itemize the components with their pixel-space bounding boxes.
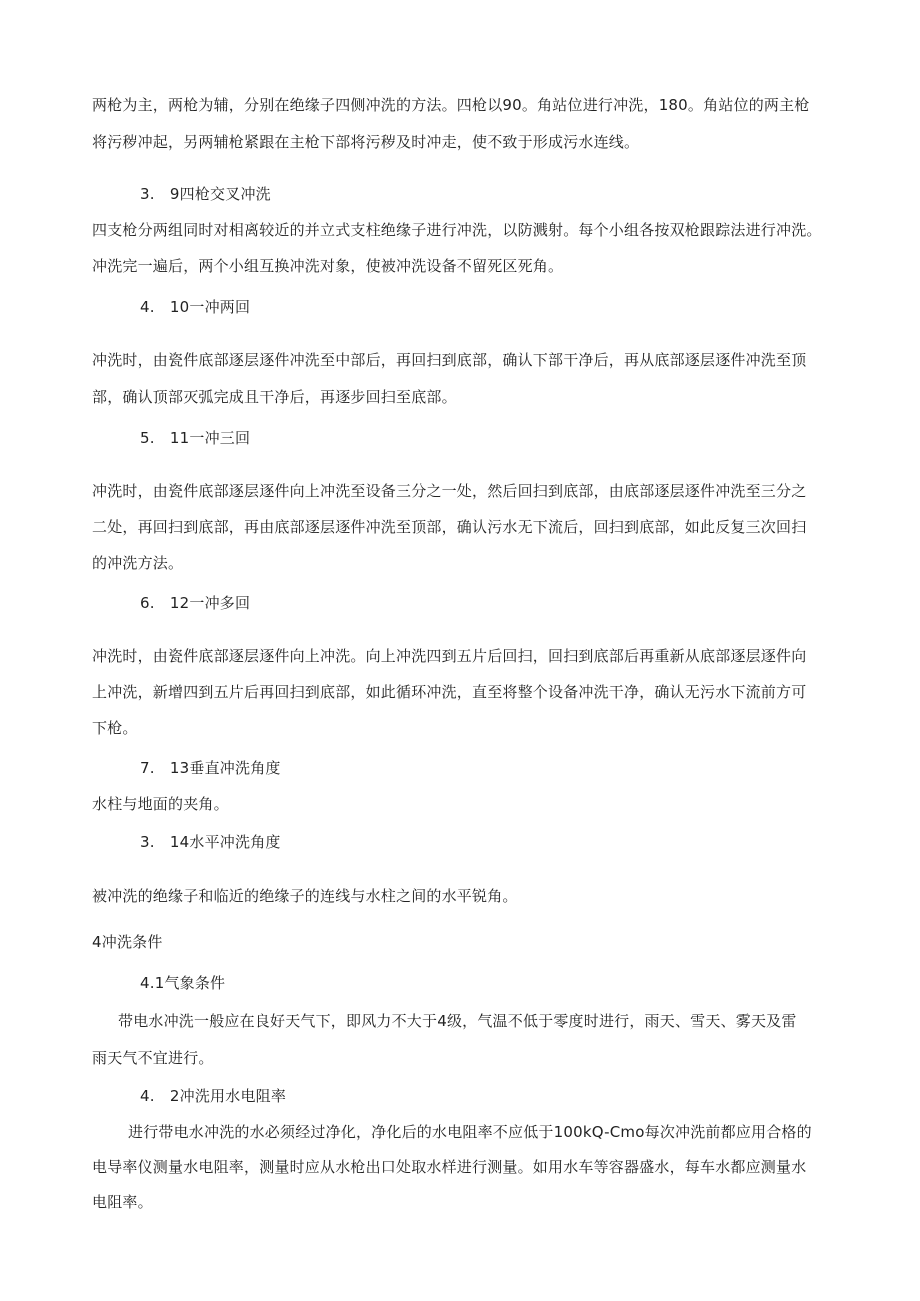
paragraph-line: 被冲洗的绝缘子和临近的绝缘子的连线与水柱之间的水平锐角。 xyxy=(92,887,518,905)
paragraph-line: 上冲洗，新增四到五片后再回扫到底部，如此循环冲洗，直至将整个设备冲洗干净，确认无污水下流前方可 xyxy=(92,683,807,701)
paragraph-line: 二处，再回扫到底部，再由底部逐层逐件冲洗至顶部，确认污水无下流后，回扫到底部，如此反复三次回扫 xyxy=(92,518,807,536)
paragraph-line: 进行带电水冲洗的水必须经过净化，净化后的水电阻率不应低于100kQ-Cmo每次冲洗前都应用合格的 xyxy=(128,1123,812,1141)
paragraph-line: 冲洗时，由瓷件底部逐层逐件向上冲洗至设备三分之一处，然后回扫到底部，由底部逐层逐件冲洗至三分之 xyxy=(92,482,807,500)
section-heading-4-1: 4.1气象条件 xyxy=(140,974,226,992)
paragraph-line: 水柱与地面的夹角。 xyxy=(92,795,229,813)
paragraph-line: 将污秽冲起，另两辅枪紧跟在主枪下部将污秽及时冲走，使不致于形成污水连线。 xyxy=(92,133,640,151)
paragraph-line: 冲洗完一遍后，两个小组互换冲洗对象，使被冲洗设备不留死区死角。 xyxy=(92,257,564,275)
paragraph-line: 四支枪分两组同时对相离较近的并立式支柱绝缘子进行冲洗，以防溅射。每个小组各按双枪跟踪法进行冲洗。 xyxy=(92,221,822,239)
paragraph-line: 冲洗时，由瓷件底部逐层逐件向上冲洗。向上冲洗四到五片后回扫，回扫到底部后再重新从底部逐层逐件向 xyxy=(92,647,807,665)
section-heading-3-9: 3. 9四枪交叉冲洗 xyxy=(140,185,271,203)
section-heading-5-11: 5. 11一冲三回 xyxy=(140,429,251,447)
paragraph-line: 两枪为主，两枪为辅，分别在绝缘子四侧冲洗的方法。四枪以90。角站位进行冲洗，180。角站位的两主枪 xyxy=(92,96,810,114)
section-heading-4-2: 4. 2冲洗用水电阻率 xyxy=(140,1087,287,1105)
section-heading-4: 4冲洗条件 xyxy=(92,933,163,951)
paragraph-line: 电导率仪测量水电阻率，测量时应从水枪出口处取水样进行测量。如用水车等容器盛水，每车水都应测量水 xyxy=(92,1158,807,1176)
section-heading-3-14: 3. 14水平冲洗角度 xyxy=(140,833,281,851)
paragraph-line: 冲洗时，由瓷件底部逐层逐件冲洗至中部后，再回扫到底部，确认下部干净后，再从底部逐层逐件冲洗至顶 xyxy=(92,351,807,369)
paragraph-line: 带电水冲洗一般应在良好天气下，即风力不大于4级，气温不低于零度时进行，雨天、雪天、雾天及雷 xyxy=(118,1012,797,1030)
paragraph-line: 下枪。 xyxy=(92,719,138,737)
paragraph-line: 雨天气不宜进行。 xyxy=(92,1049,214,1067)
section-heading-6-12: 6. 12一冲多回 xyxy=(140,594,251,612)
section-heading-7-13: 7. 13垂直冲洗角度 xyxy=(140,759,281,777)
paragraph-line: 电阻率。 xyxy=(92,1193,153,1211)
section-heading-4-10: 4. 10一冲两回 xyxy=(140,298,251,316)
paragraph-line: 部，确认顶部灭弧完成且干净后，再逐步回扫至底部。 xyxy=(92,388,457,406)
paragraph-line: 的冲洗方法。 xyxy=(92,554,184,572)
